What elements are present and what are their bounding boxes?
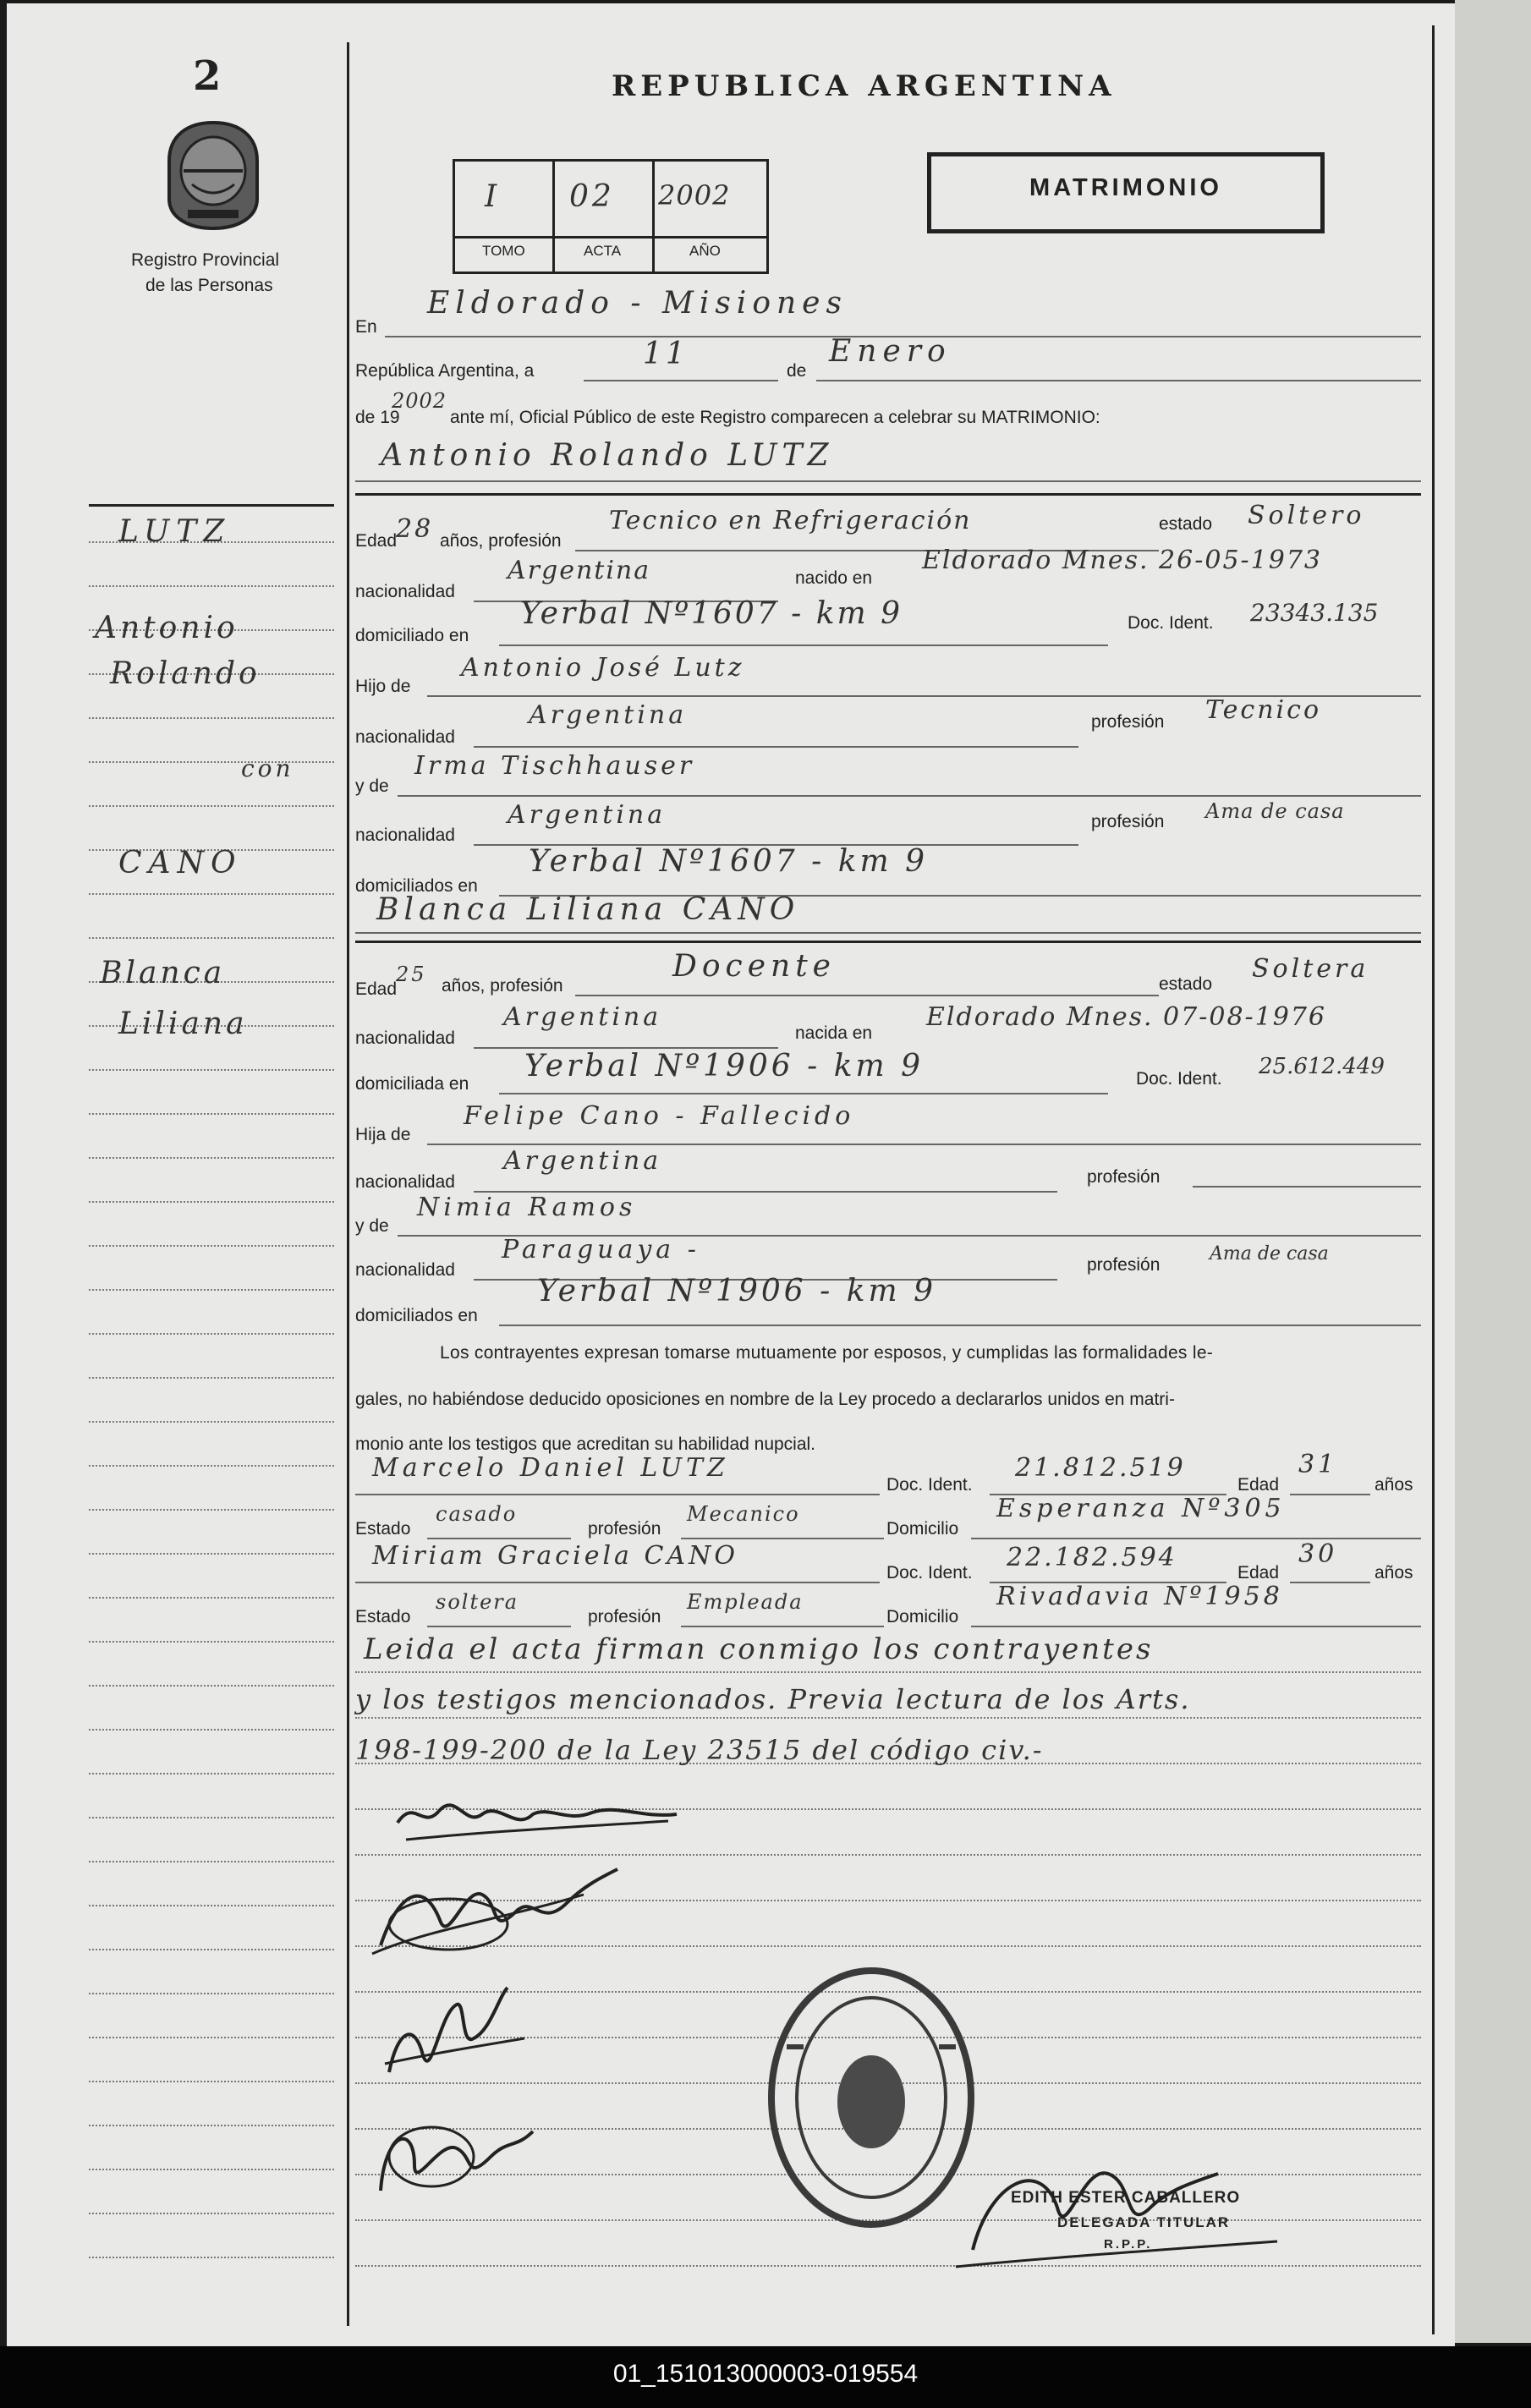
- witness2-anos-label: años: [1375, 1563, 1413, 1582]
- bride-madre-nac-label: nacionalidad: [355, 1260, 455, 1280]
- margin-ruled-line: [89, 1641, 334, 1643]
- section-divider: [355, 493, 1421, 496]
- closing-line-1: Leida el acta firman conmigo los contrayentes: [364, 1632, 1154, 1666]
- margin-groom-surname: LUTZ: [118, 514, 232, 549]
- margin-con: con: [241, 754, 294, 782]
- en-label: En: [355, 317, 377, 337]
- bride-doc-label: Doc. Ident.: [1136, 1069, 1222, 1089]
- page-number: 2: [193, 52, 222, 100]
- closing-line-2: y los testigos mencionados. Previa lectura de los Arts.: [355, 1683, 1191, 1715]
- margin-bride-surname: CANO: [118, 846, 243, 880]
- margin-ruled-line: [89, 1685, 334, 1687]
- signature-witness-1: [372, 1979, 541, 2089]
- intro-month: Enero: [829, 334, 952, 369]
- bride-domiciliados-label: domiciliados en: [355, 1306, 478, 1325]
- field-line: [1290, 1494, 1370, 1495]
- ano-label: AÑO: [689, 243, 721, 259]
- witness1-edad-label: Edad: [1237, 1475, 1280, 1495]
- groom-domicilio-label: domiciliado en: [355, 626, 469, 645]
- body-ruled-line: [355, 1717, 1421, 1719]
- official-title: DELEGADA TITULAR: [1057, 2214, 1231, 2230]
- bride-edad: 25: [396, 963, 427, 986]
- field-line: [681, 1626, 884, 1627]
- witness2-estado: soltera: [436, 1590, 519, 1614]
- witness1-anos-label: años: [1375, 1475, 1413, 1495]
- margin-ruled-line: [89, 1069, 334, 1071]
- groom-estado-label: estado: [1159, 514, 1213, 534]
- field-line: [681, 1538, 884, 1539]
- groom-madre-prof-label: profesión: [1091, 812, 1165, 831]
- witness2-name: Miriam Graciela CANO: [372, 1541, 738, 1571]
- bride-edad-label: Edad: [355, 979, 398, 999]
- witness2-domicilio: Rivadavia Nº1958: [996, 1582, 1283, 1611]
- declaration-line-3: monio ante los testigos que acreditan su habilidad nupcial.: [355, 1434, 816, 1454]
- groom-profesion: Tecnico en Refrigeración: [609, 506, 972, 535]
- bride-madre-prof: Ama de casa: [1210, 1243, 1329, 1264]
- witness1-estado-label: Estado: [355, 1519, 411, 1539]
- bride-padre-nac: Argentina: [503, 1146, 662, 1176]
- witness1-estado: casado: [436, 1502, 518, 1526]
- section-divider: [355, 941, 1421, 943]
- margin-ruled-line: [89, 1905, 334, 1906]
- field-line: [355, 1582, 880, 1583]
- bride-nacionalidad: Argentina: [503, 1002, 662, 1032]
- bride-hija-label: Hija de: [355, 1125, 411, 1144]
- field-line: [971, 1626, 1421, 1627]
- signature-witness-2: [364, 2098, 567, 2208]
- bride-full-name: Blanca Liliana CANO: [376, 892, 800, 927]
- republica-label: República Argentina, a: [355, 361, 535, 381]
- bride-profesion: Docente: [672, 949, 836, 984]
- margin-ruled-line: [89, 585, 334, 587]
- groom-madre-nac: Argentina: [508, 800, 667, 830]
- intro-year: 2002: [392, 389, 447, 413]
- groom-padre-nac: Argentina: [529, 700, 688, 730]
- coat-of-arms-emblem: [162, 118, 264, 233]
- page-edge: [1455, 0, 1531, 2343]
- bride-nacionalidad-label: nacionalidad: [355, 1028, 455, 1048]
- declaration-line-1: Los contrayentes expresan tomarse mutuamente por esposos, y cumplidas las formalidades le-: [440, 1343, 1214, 1363]
- groom-madre: Irma Tischhauser: [414, 751, 695, 781]
- field-line: [427, 1144, 1421, 1145]
- margin-ruled-line: [89, 1465, 334, 1467]
- signature-bride: [364, 1844, 634, 1971]
- margin-ruled-line: [89, 2213, 334, 2214]
- country-title: REPUBLICA ARGENTINA: [612, 69, 1117, 103]
- bride-domicilio: Yerbal Nº1906 - km 9: [524, 1049, 925, 1083]
- bride-yde-label: y de: [355, 1216, 389, 1236]
- bride-nacida-label: nacida en: [795, 1023, 873, 1043]
- field-line: [499, 1093, 1108, 1094]
- field-line: [355, 932, 1421, 934]
- groom-madre-prof: Ama de casa: [1205, 799, 1345, 823]
- margin-rule: [347, 42, 349, 2326]
- witness2-edad-label: Edad: [1237, 1563, 1280, 1582]
- groom-nacido: Eldorado Mnes. 26-05-1973: [922, 546, 1323, 575]
- witness2-profesion: Empleada: [687, 1590, 804, 1614]
- groom-nacionalidad-label: nacionalidad: [355, 582, 455, 601]
- declaration-line-2: gales, no habiéndose deducido oposiciones en nombre de la Ley procedo a declararlos unidos en matri-: [355, 1390, 1175, 1409]
- field-line: [816, 380, 1421, 381]
- margin-ruled-line: [89, 1289, 334, 1291]
- register-page: [7, 3, 1455, 2346]
- acta-label: ACTA: [584, 243, 622, 259]
- field-line: [474, 746, 1078, 748]
- field-line: [1193, 1186, 1421, 1188]
- groom-padre-nac-label: nacionalidad: [355, 727, 455, 747]
- groom-anos-profesion-label: años, profesión: [440, 531, 562, 551]
- issuer-line-1: Registro Provincial: [131, 250, 280, 270]
- bride-madre: Nimia Ramos: [417, 1193, 637, 1222]
- closing-line-3: 198-199-200 de la Ley 23515 del código civ.-: [355, 1734, 1044, 1766]
- witness2-estado-label: Estado: [355, 1607, 411, 1626]
- record-box-divider: [552, 159, 555, 272]
- margin-ruled-line: [89, 1421, 334, 1423]
- witness1-doc: 21.812.519: [1015, 1453, 1186, 1483]
- margin-ruled-line: [89, 2125, 334, 2126]
- margin-ruled-line: [89, 1949, 334, 1950]
- witness2-profesion-label: profesión: [588, 1607, 661, 1626]
- section-divider: [89, 504, 334, 507]
- field-line: [355, 1494, 880, 1495]
- issuer-line-2: de las Personas: [145, 276, 273, 295]
- groom-edad-label: Edad: [355, 531, 398, 551]
- bride-domiciliados: Yerbal Nº1906 - km 9: [537, 1274, 937, 1308]
- bride-doc: 25.612.449: [1259, 1054, 1385, 1079]
- bride-domicilio-label: domiciliada en: [355, 1074, 469, 1094]
- intro-day: 11: [643, 337, 689, 371]
- official-office: R.P.P.: [1104, 2237, 1153, 2252]
- field-line: [575, 995, 1159, 996]
- field-line: [1290, 1582, 1370, 1583]
- bride-nacida: Eldorado Mnes. 07-08-1976: [926, 1002, 1327, 1032]
- groom-madre-nac-label: nacionalidad: [355, 826, 455, 845]
- record-box-divider: [652, 159, 655, 272]
- groom-full-name: Antonio Rolando LUTZ: [381, 438, 834, 473]
- field-line: [499, 1325, 1421, 1326]
- record-box-divider: [453, 236, 766, 239]
- groom-domiciliados: Yerbal Nº1607 - km 9: [529, 844, 929, 879]
- groom-domiciliados-label: domiciliados en: [355, 876, 478, 896]
- margin-ruled-line: [89, 1201, 334, 1203]
- witness1-profesion: Mecanico: [687, 1502, 800, 1526]
- witness1-name: Marcelo Daniel LUTZ: [372, 1453, 729, 1483]
- official-name: EDITH ESTER CABALLERO: [1011, 2189, 1241, 2207]
- margin-ruled-line: [89, 1861, 334, 1862]
- bride-padre: Felipe Cano - Fallecido: [464, 1101, 855, 1131]
- witness1-domicilio-label: Domicilio: [886, 1519, 959, 1539]
- margin-ruled-line: [89, 1333, 334, 1335]
- margin-ruled-line: [89, 1157, 334, 1159]
- signature-official: [939, 2131, 1294, 2284]
- margin-ruled-line: [89, 1597, 334, 1599]
- field-line: [355, 480, 1421, 482]
- margin-groom-given-2: Rolando: [110, 656, 261, 691]
- margin-ruled-line: [89, 1377, 334, 1379]
- witness1-profesion-label: profesión: [588, 1519, 661, 1539]
- groom-doc: 23343.135: [1250, 599, 1379, 627]
- witness2-domicilio-label: Domicilio: [886, 1607, 959, 1626]
- margin-ruled-line: [89, 1729, 334, 1731]
- witness2-edad: 30: [1298, 1539, 1338, 1569]
- witness1-edad: 31: [1298, 1450, 1338, 1479]
- groom-estado: Soltero: [1248, 501, 1365, 530]
- bride-estado-label: estado: [1159, 974, 1213, 994]
- body-ruled-line: [355, 1671, 1421, 1673]
- bride-madre-prof-label: profesión: [1087, 1255, 1161, 1275]
- margin-ruled-line: [89, 761, 334, 763]
- groom-domicilio: Yerbal Nº1607 - km 9: [520, 596, 903, 631]
- groom-yde-label: y de: [355, 776, 389, 796]
- witness2-doc-label: Doc. Ident.: [886, 1563, 973, 1582]
- document-type: MATRIMONIO: [1029, 174, 1222, 201]
- groom-padre-prof: Tecnico: [1205, 695, 1322, 725]
- margin-ruled-line: [89, 805, 334, 807]
- groom-nacionalidad: Argentina: [508, 556, 651, 585]
- margin-ruled-line: [89, 1993, 334, 1994]
- margin-ruled-line: [89, 2037, 334, 2038]
- groom-nacido-label: nacido en: [795, 568, 873, 588]
- groom-padre: Antonio José Lutz: [461, 653, 745, 683]
- margin-ruled-line: [89, 1773, 334, 1774]
- groom-edad: 28: [396, 514, 434, 544]
- witness1-domicilio: Esperanza Nº305: [996, 1494, 1286, 1523]
- field-line: [584, 380, 778, 381]
- margin-ruled-line: [89, 2257, 334, 2258]
- scan-id: 01_151013000003-019554: [612, 2360, 919, 2388]
- margin-bride-given-1: Blanca: [100, 956, 226, 990]
- bride-anos-profesion-label: años, profesión: [442, 976, 563, 996]
- bride-madre-nac: Paraguaya -: [502, 1235, 700, 1264]
- witness1-doc-label: Doc. Ident.: [886, 1475, 973, 1495]
- de-label: de: [787, 361, 807, 381]
- margin-ruled-line: [89, 1553, 334, 1555]
- margin-bride-given-2: Liliana: [118, 1007, 248, 1041]
- margin-ruled-line: [89, 937, 334, 939]
- field-line: [499, 645, 1108, 646]
- signature-groom: [389, 1780, 694, 1848]
- groom-padre-prof-label: profesión: [1091, 712, 1165, 732]
- ante-label: ante mí, Oficial Público de este Registro comparecen a celebrar su MATRIMONIO:: [450, 408, 1100, 427]
- field-line: [427, 1538, 571, 1539]
- field-line: [971, 1538, 1421, 1539]
- bride-padre-prof-label: profesión: [1087, 1167, 1161, 1187]
- margin-ruled-line: [89, 1113, 334, 1115]
- margin-ruled-line: [89, 1817, 334, 1818]
- ano-value: 2002: [658, 179, 731, 211]
- margin-ruled-line: [89, 893, 334, 895]
- field-line: [398, 795, 1421, 797]
- right-rule: [1432, 25, 1435, 2334]
- witness2-doc: 22.182.594: [1007, 1543, 1177, 1572]
- margin-ruled-line: [89, 717, 334, 719]
- margin-ruled-line: [89, 2169, 334, 2170]
- margin-groom-given-1: Antonio: [95, 611, 239, 645]
- margin-ruled-line: [89, 1245, 334, 1247]
- bride-padre-nac-label: nacionalidad: [355, 1172, 455, 1192]
- margin-ruled-line: [89, 1509, 334, 1511]
- groom-hijo-label: Hijo de: [355, 677, 411, 696]
- groom-doc-label: Doc. Ident.: [1128, 613, 1214, 633]
- tomo-label: TOMO: [482, 243, 525, 259]
- bride-estado: Soltera: [1252, 954, 1369, 984]
- margin-ruled-line: [89, 2081, 334, 2082]
- field-line: [427, 1626, 571, 1627]
- intro-place: Eldorado - Misiones: [427, 286, 848, 321]
- acta-value: 02: [569, 179, 615, 214]
- tomo-value: I: [485, 179, 501, 214]
- de19-label: de 19: [355, 408, 400, 427]
